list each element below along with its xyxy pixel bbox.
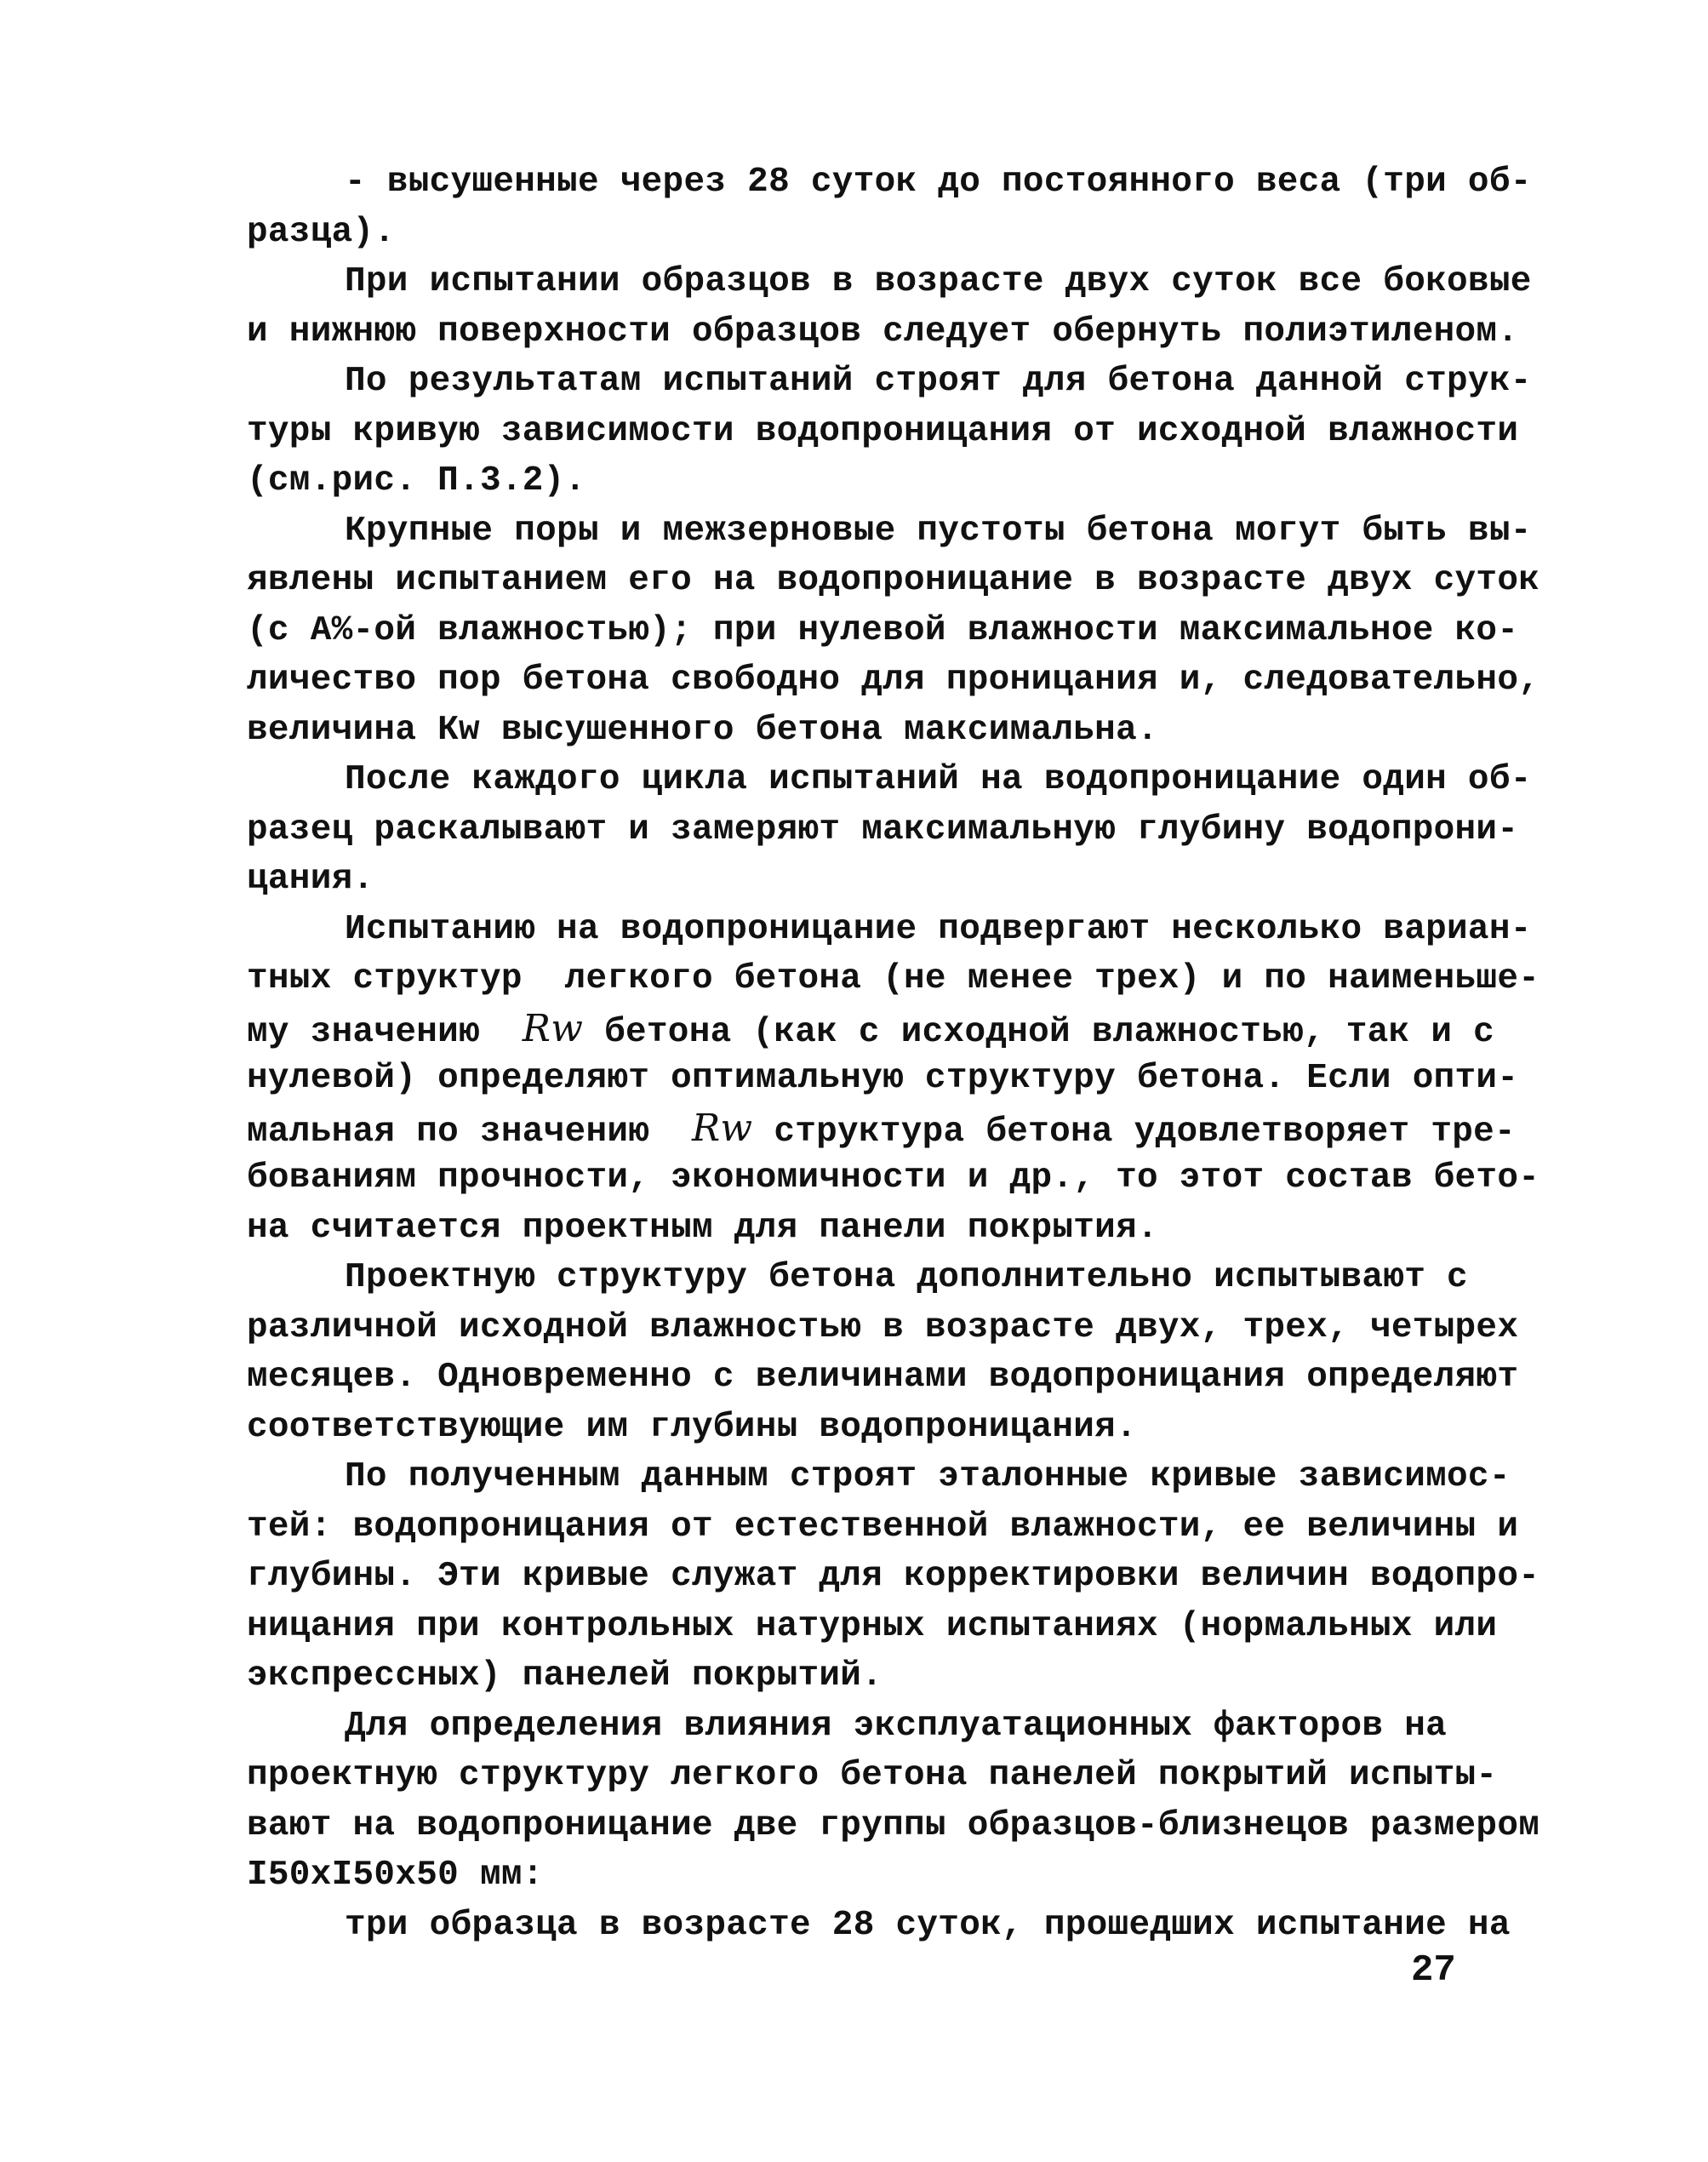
text-line: соответствующие им глубины водопроницания. xyxy=(247,1407,1137,1447)
text-line: По полученным данным строят эталонные кривые зависимос- xyxy=(345,1457,1511,1496)
text-line: тей: водопроницания от естественной влажности, ее величины и xyxy=(247,1507,1519,1547)
text-fragment: бетона (как с исходной влажностью, так и с xyxy=(604,1012,1495,1052)
text-line: разец раскалывают и замеряют максимальную глубину водопрони- xyxy=(247,809,1519,849)
text-line: на считается проектным для панели покрытия. xyxy=(247,1208,1158,1248)
text-line: (см.рис. П.3.2). xyxy=(247,461,586,500)
body-text xyxy=(247,157,1540,1950)
text-line: Проектную структуру бетона дополнительно испытывают с xyxy=(345,1258,1468,1297)
page-number: 27 xyxy=(1411,1949,1456,1992)
text-line: Для определения влияния эксплуатационных факторов на xyxy=(345,1706,1448,1746)
text-fragment: структура бетона удовлетворяет тре- xyxy=(774,1112,1516,1152)
text-line: месяцев. Одновременно с величинами водопроницания определяют xyxy=(247,1358,1519,1397)
text-line: Испытанию на водопроницание подвергают несколько вариан- xyxy=(345,909,1532,949)
text-fragment: мальная по значению xyxy=(247,1112,650,1152)
text-line: разца). xyxy=(247,212,396,252)
text-fragment: му значению xyxy=(247,1012,480,1052)
text-line: цания. xyxy=(247,860,374,899)
text-line xyxy=(247,1004,1495,1055)
text-line: различной исходной влажностью в возрасте двух, трех, четырех xyxy=(247,1307,1519,1347)
text-line: ницания при контрольных натурных испытаниях (нормальных или xyxy=(247,1606,1498,1646)
text-line: три образца в возрасте 28 суток, прошедших испытание на xyxy=(345,1905,1511,1945)
text-line: По результатам испытаний строят для бетона данной струк- xyxy=(345,362,1532,401)
text-line: личество пор бетона свободно для проницания и, следовательно, xyxy=(247,661,1540,700)
text-line: нулевой) определяют оптимальную структуру бетона. Если опти- xyxy=(247,1059,1519,1098)
text-line: туры кривую зависимости водопроницания от исходной влажности xyxy=(247,411,1519,451)
text-line: - высушенные через 28 суток до постоянного веса (три об- xyxy=(345,163,1532,202)
text-line: глубины. Эти кривые служат для корректировки величин водопро- xyxy=(247,1557,1540,1596)
rw-symbol: Rw xyxy=(692,1106,753,1150)
rw-symbol: Rw xyxy=(522,1006,584,1050)
text-line: При испытании образцов в возрасте двух суток все боковые xyxy=(345,262,1532,301)
text-line: и нижнюю поверхности образцов следует обернуть полиэтиленом. xyxy=(247,312,1519,352)
text-line: тных структур легкого бетона (не менее трех) и по наименьше- xyxy=(247,959,1540,998)
text-line: (с А%-ой влажностью); при нулевой влажности максимальное ко- xyxy=(247,610,1519,650)
text-line: экспрессных) панелей покрытий. xyxy=(247,1656,883,1696)
text-line: вают на водопроницание две группы образцов-близнецов размером xyxy=(247,1805,1540,1845)
text-line: явлены испытанием его на водопроницание в возрасте двух суток xyxy=(247,561,1540,600)
text-line: После каждого цикла испытаний на водопроницание один об- xyxy=(345,760,1532,799)
text-line xyxy=(247,1104,1516,1154)
text-line: I50xI50x50 мм: xyxy=(247,1856,544,1895)
text-line: Крупные поры и межзерновые пустоты бетона могут быть вы- xyxy=(345,511,1532,551)
text-line: бованиям прочности, экономичности и др., то этот состав бето- xyxy=(247,1158,1540,1198)
text-line: величина Кw высушенного бетона максимальна. xyxy=(247,710,1158,750)
text-line: проектную структуру легкого бетона панелей покрытий испыты- xyxy=(247,1756,1498,1795)
